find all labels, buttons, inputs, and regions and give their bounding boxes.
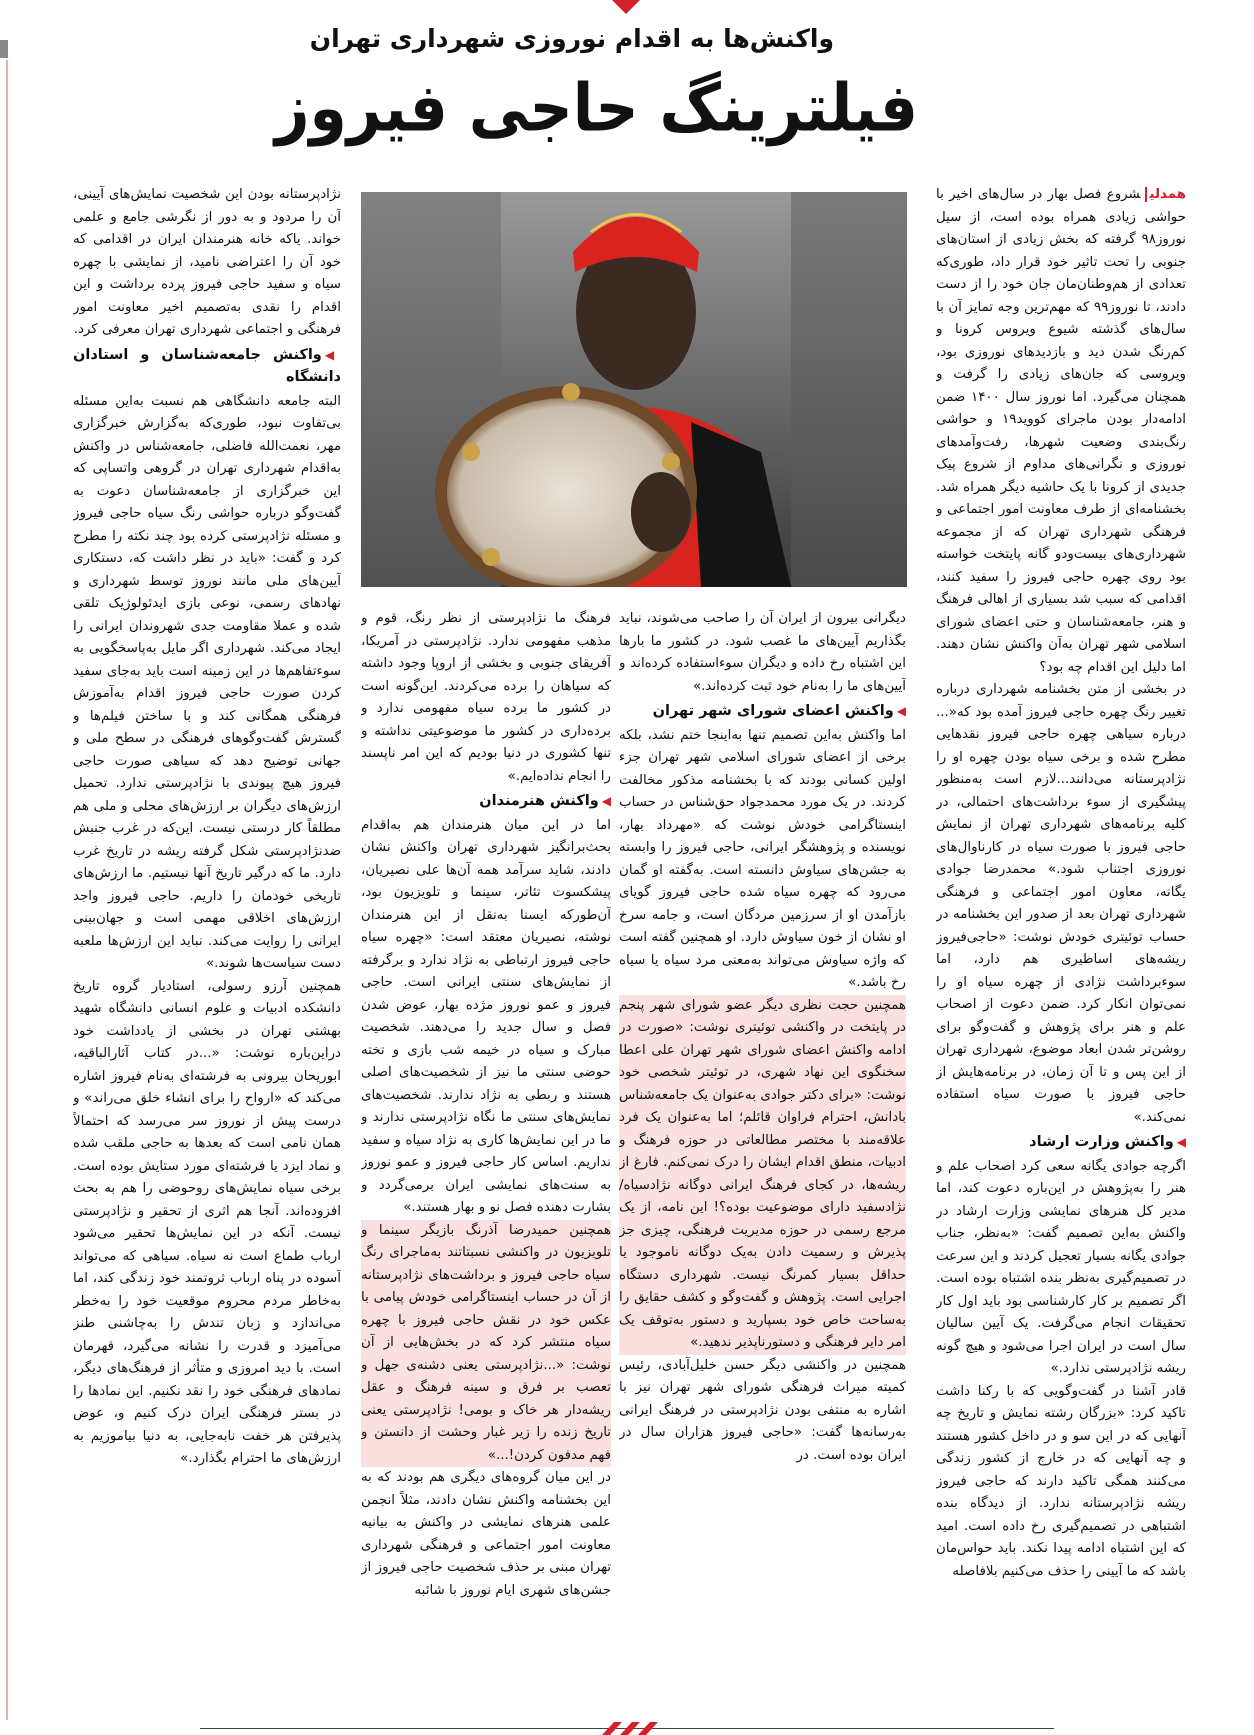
paragraph: فرهنگ ما نژادپرستی از نظر رنگ، قوم و مذهب مفهومی ندارد. نژادپرستی در آمریکا، آفریقای جنوبی و بخشی از اروپا وجود داشته که سیاهان را برده می‌کردند. این‌گونه است در کشور ما برده سیاه مفهومی ندارد و برده‌داری در کشور ما موضوعیتی نداشته و تنها کشوری در دنیا بودیم که این امر ناپسند را انجام نداده‌ایم.» [361, 611, 611, 784]
paragraph: همچنین حمیدرضا آذرنگ بازیگر سینما و تلویزیون در واکنشی نسبتاتند به‌ماجرای رنگ سیاه حاجی فیروز و برداشت‌های نژادپرستانه از آن در حساب اینستاگرامی خودش پیامی با عکس خود در نقش حاجی فیروز با چهره سیاه منتشر کرد که در بخش‌هایی از آن نوشت: «...نژادپرستی یعنی دشنه‌ی جهل و تعصب بر فرق و سینه فرهنگ و عقل ریشه‌دار هر خاک و بومی! نژادپرستی یعنی تاریخ زنده را زیر غبار وحشت از دانستن و فهم مدفون کردن!...» [361, 1220, 611, 1468]
left-margin-line [6, 60, 8, 1720]
paragraph: اگرچه جوادی یگانه سعی کرد اصحاب علم و هنر را به‌پژوهش در این‌باره دعوت کند، اما مدیر کل هنرهای نمایشی وزارت ارشاد در واکنش به‌این تصمیم گفت: «به‌نظر، جناب جوادی یگانه بسیار تعجیل کردند و این سرعت در تصمیم‌گیری به‌نظر بنده اشتباه بوده است. اگر تصمیم بر کار کارشناسی بود باید اول کار تحقیقات انجام می‌گرفت. یک آیین سالیان سال است در ایران اجرا می‌شود و هیچ گونه ریشه نژادپرستی ندارد.» [936, 1158, 1186, 1376]
subheading [73, 344, 341, 389]
bullet-marker-icon: ◀ [324, 347, 341, 362]
column-3 [361, 608, 611, 1722]
column-1 [936, 184, 1186, 1722]
paragraph: همچنین آرزو رسولی، استادیار گروه تاریخ دانشکده ادبیات و علوم انسانی دانشگاه شهید بهشتی تهران در بخشی از یادداشت خود دراین‌باره نوشت: «...در کتاب آثارالباقیه، ابوریحان بیرونی به فرشته‌ای به‌نام فیروز اشاره می‌کند که «ارواح را برای انشاء خلق می‌راند» و درست پیش از نوروز سر می‌رسد که احتمالاً همان نامی است که بعدها به حاجی ملقب شده و نماد ایزد یا فرشته‌ای مورد ستایش بوده است. برخی سیاه نمایش‌های روحوضی را هم به بحث افزوده‌اند. آنجا هم اثری از تحقیر و نژادپرستی نیست. آنکه در این نمایش‌ها تحقیر می‌شود ارباب طماع است نه سیاه. سیاهی که می‌تواند آسوده در پناه ارباب ثروتمند خود زندگی کند، اما به‌خاطر مردم محروم موقعیت خود را به‌خطر می‌اندازد و زبان تندش را به‌چاشنی طنز می‌آمیزد و قدرت را نشانه می‌گیرد، قهرمان است. با دید امروزی و متأثر از فرهنگ‌های دیگر، نمادهای فرهنگی خود را نقد نکنیم. این نمادها را در بستر فرهنگی ایران درک کنیم و، عوض پذیرفتن هر خفت نابه‌جایی، به دنیا بیاموزیم به ارزش‌های ما احترام بگذارد.» [73, 978, 341, 1466]
subheading-text: واکنش اعضای شورای شهر تهران [652, 703, 894, 719]
subheading-text: واکنش وزارت ارشاد [1029, 1134, 1174, 1150]
bottom-arrows-mark [600, 1722, 660, 1735]
subheading-text: واکنش جامعه‌شناسان و استادان دانشگاه [73, 346, 341, 385]
paragraph: در این میان گروه‌های دیگری هم بودند که به این بخشنامه واکنش نشان دادند، مثلاً انجمن علمی هنرهای نمایشی در واکنش به بیانیه معاونت امور اجتماعی و فرهنگی شهرداری تهران مبنی بر حذف شخصیت حاجی فیروز از جشن‌های شهری ایام نوروز با شائبه [361, 1470, 611, 1598]
paragraph: در بخشی از متن بخشنامه شهرداری درباره تغییر رنگ چهره حاجی فیروز آمده بود که«... درباره سیاهی چهره حاجی فیروز نقدهایی مطرح شده و برخی سیاه بودن چهره او را نژادپرستانه می‌دانند...لازم است به‌منظور پیشگیری از سوء برداشت‌های احتمالی، در کلیه برنامه‌های شهرداری تهران از نمایش حاجی فیروز با صورت سیاه در کارناوال‌های نوروزی اجتناب شود.» محمدرضا جوادی یگانه، معاون امور اجتماعی و فرهنگی شهرداری تهران بعد از صدور این بخشنامه در حساب توئیتری خودش نوشت: «حاجی‌فیروز ریشه‌های اساطیری هم دارد، اما سوء‌برداشت نژادی از چهره سیاه او را نمی‌توان انکار کرد. ضمن دعوت از اصحاب علم و هنر برای پژوهش و گفت‌وگو برای روشن‌تر شدن ابعاد موضوع، شهرداری تهران از این پس و تا آن زمان، در برنامه‌هایش از حاجی فیروز با صورت سیاه استفاده نمی‌کند.» [936, 682, 1186, 1125]
paragraph [936, 184, 1186, 679]
bullet-marker-icon: ◀ [601, 794, 611, 808]
column-4 [73, 184, 341, 1722]
headline: فیلترینگ حاجی فیروز [275, 70, 918, 147]
paragraph: دیگرانی بیرون از ایران آن را صاحب می‌شوند، نباید بگذاریم آیین‌های ما غصب شود. در کشور ما بارها این اشتباه رخ داده و دیگران سوءاستفاده کرده‌اند و آیین‌های ما را به‌نام خود ثبت کرده‌اند.» [619, 611, 906, 694]
left-edge-tab [0, 40, 8, 58]
column-2 [619, 608, 906, 1722]
subheading [361, 790, 611, 813]
paragraph: همچنین در واکنشی دیگر حسن خلیل‌آبادی، رئیس کمیته میراث فرهنگی شورای شهر تهران نیز با اشاره به منتفی بودن نژادپرستی در فرهنگ ایرانی به‌رسانه‌ها گفت: «حاجی فیروز هزاران سال در ایران بوده است. در [619, 1357, 906, 1463]
paragraph-text: شروع فصل بهار در سال‌های اخیر با حواشی زیادی همراه بوده است، از سیل نوروز۹۸ گرفته که بخش زیادی از استان‌های جنوبی را تحت تاثیر خود قرار داد، طوری‌که تعدادی از هم‌وطنان‌مان جان خود را از دست دادند، تا نوروز۹۹ که مهم‌ترین وجه تمایز آن با سال‌های گذشته شیوع ویروس کرونا و کم‌رنگ شدن دید و بازدیدهای نوروزی بود، ویروسی که جان‌های زیادی را گرفت و همچنان می‌گیرد. اما نوروز سال ۱۴۰۰ ضمن ادامه‌دار بودن ماجرای کووید۱۹ و حواشی رنگ‌بندی وضعیت شهرها، رفت‌وآمدهای نوروزی و نگرانی‌های مداوم از شروع پیک جدیدی از کرونا با یک حاشیه دیگر همراه شد. بخشنامه‌ای از طرف معاونت امور اجتماعی و فرهنگی شهرداری تهران که از مجموعه شهرداری‌های بیست‌ودو گانه پایتخت خواسته بود روی چهره حاجی فیروز را سفید کنند، اقدامی که سبب شد بسیاری از اهالی فرهنگ و هنر، جامعه‌شناسان و حتی اعضای شورای اسلامی شهر تهران به‌آن واکنش نشان دهند. اما دلیل این اقدام چه بود؟ [936, 187, 1186, 675]
subheading [936, 1131, 1186, 1154]
hajji-firuz-photo [361, 192, 907, 587]
bullet-marker-icon: ◀ [896, 704, 906, 718]
paragraph: نژادپرستانه بودن این شخصیت نمایش‌های آیینی، آن را مردود و به دور از نگرشی جامع و علمی خواند. یاکه خانه هنرمندان ایران در اقدامی که خود آن را اعتراضی نامید، از نمایشی با چهره سیاه و سفید حاجی فیروز پرده برداشت و این اقدام را نقدی به‌تصمیم اخیر معاونت امور فرهنگی و اجتماعی شهرداری تهران معرفی کرد. [73, 187, 341, 337]
kicker: واکنش‌ها به اقدام نوروزی شهرداری تهران [309, 24, 834, 53]
subheading [619, 700, 906, 723]
byline: همدلی [1145, 187, 1187, 202]
photo-illustration [361, 192, 907, 587]
top-arrow-mark [608, 0, 644, 14]
paragraph: اما واکنش به‌این تصمیم تنها به‌اینجا ختم نشد، بلکه برخی از اعضای شورای اسلامی شهر تهران جزء اولین کسانی بودند که با بخشنامه مذکور مخالفت کردند. در یک مورد محمدجواد حق‌شناس در حساب اینستاگرامی خودش نوشت که «مهرداد بهار، نویسنده و پژوهشگر ایرانی، حاجی فیروز را وابسته به جشن‌های سیاوش دانسته است. به‌گفته او گمان می‌رود که چهره سیاه شده حاجی فیروز گویای بازآمدن او از سرزمین مردگان است، و جامه سرخ او نشان از خون سیاوش دارد. او همچنین گفته است که واژه سیاوش می‌تواند به‌معنی مرد سیاه یا سیاه رخ باشد.» [619, 727, 906, 990]
paragraph: البته جامعه دانشگاهی هم نسبت به‌این مسئله بی‌تفاوت نبود، طوری‌که به‌گزارش خبرگزاری مهر، نعمت‌الله فاضلی، جامعه‌شناس در واکنش به‌اقدام شهرداری تهران در گروهی واتساپی که این خبرگزاری از جامعه‌شناسان دعوت به گفت‌وگو درباره حواشی رنگ سیاه حاجی فیروز و مسئله نژادپرستی کرده بود چند نکته را مطرح کرد و گفت: «باید در نظر داشت که، دستکاری آیین‌های ملی مانند نوروز توسط شهرداری و نهادهای رسمی، نوعی بازی ایدئولوژیک تلقی شده و عملا مقاومت جدی شهروندان ایرانی را ایجاد می‌کند. شهرداری اگر مایل به‌پاسخگویی به سوءتفاهم‌ها در این زمینه است باید به‌جای سفید کردن صورت حاجی فیروز اقدام به‌آموزش فرهنگی همگانی کند و با ساختن فیلم‌ها و گسترش گفت‌وگوهای فرهنگی در سطح ملی و جهانی توضیح دهد که سیاهی صورت حاجی فیروز هیچ پیوندی با نژادپرستی ندارد. تحمیل ارزش‌های دیگران بر ارزش‌های محلی و ملی هم مطلقاً کار درستی نیست. این‌که در غرب جنبش ضدنژادپرستی شکل گرفته ریشه در تاریخ غرب دارد. ما که درگیر تاریخ آنها نیستیم. ما ارزش‌های تاریخی خودمان را داریم. حاجی فیروز واجد ارزش‌های اخلاقی مهمی است و جهان‌بینی ایرانی را روایت می‌کند. نباید این ارزش‌ها ملعبه دست سیاست‌ها شوند.» [73, 393, 341, 971]
paragraph: قادر آشنا در گفت‌وگویی که با رکنا داشت تاکید کرد: «بزرگان رشته نمایش و تاریخ چه آنهایی که در این سو و در داخل کشور هستند و چه آنهایی که در خارج از کشور زندگی می‌کنند همگی تاکید دارند که حاجی فیروز ریشه نژادپرستانه ندارد. از دیدگاه بنده اشتباهی در تصمیم‌گیری رخ داده است. امید که این اشتباه ادامه پیدا نکند. باید حواس‌مان باشد که ما آیینی را حذف می‌کنیم بلافاصله [936, 1383, 1186, 1579]
subheading-text: واکنش هنرمندان [479, 793, 599, 809]
bullet-marker-icon: ◀ [1176, 1135, 1186, 1149]
paragraph: اما در این میان هنرمندان هم به‌اقدام بحث‌برانگیز شهرداری تهران واکنش نشان دادند، شاید سرآمد همه آن‌ها علی نصیریان، پیشکسوت تئاتر، سینما و تلویزیون بود، آن‌طورکه ایسنا به‌نقل از این هنرمندان نوشته، نصیریان معتقد است: «چهره سیاه حاجی فیروز ارتباطی به نژاد ندارد و برگرفته از نمایش‌های سنتی ایرانی است. حاجی فیروز و عمو نوروز مژده بهار، عوض شدن فصل و سال جدید را می‌دهند. شخصیت مبارک و سیاه در خیمه شب بازی و تخته حوضی سنتی ما نیز از شخصیت‌های اصلی هستند و ربطی به نژاد ندارند. شخصیت‌های نمایش‌های سنتی ما نگاه نژادپرستی ندارند و ما در این نمایش‌ها کاری به نژاد سیاه و سفید نداریم. اساس کار حاجی فیروز و عمو نوروز به سنت‌های نمایشی ایران برمی‌گردد و بشارت دهنده فصل نو و بهار هستند.» [361, 817, 611, 1215]
paragraph: همچنین حجت نظری دیگر عضو شورای شهر پنجم در پایتخت در واکنشی توئیتری نوشت: «صورت در ادامه واکنش اعضای شورای شهر تهران علی اعطا سخنگوی این نهاد شهری، در توئیتر شخصی خود نوشت: «برای دکتر جوادی به‌عنوان یک جامعه‌شناس بادانش، احترام فراوان قائلم؛ اما به‌عنوان یک فرد علاقه‌مند با مختصر مطالعاتی در حوزه فرهنگ و ادبیات، منطق اقدام ایشان را درک نمی‌کنم. فارغ از ریشه‌ها، در کجای فرهنگ ایرانی دوگانه نژادسیاه/نژادسفید دارای موضوعیت بوده؟! این نامه، از یک مرجع رسمی در حوزه مدیریت فرهنگی، چیزی جز پذیرش و رسمیت دادن به‌یک دوگانه ناموجود یا حداقل بسیار کمرنگ نیست. شهرداری دستگاه اجرایی است. پژوهش و گفت‌وگو و کشف حقایق را به‌ساحت خاص خود بسپارید و دستور به‌توقف یک امر دایر فرهنگی و دستورناپذیر ندهید.» [619, 995, 906, 1355]
